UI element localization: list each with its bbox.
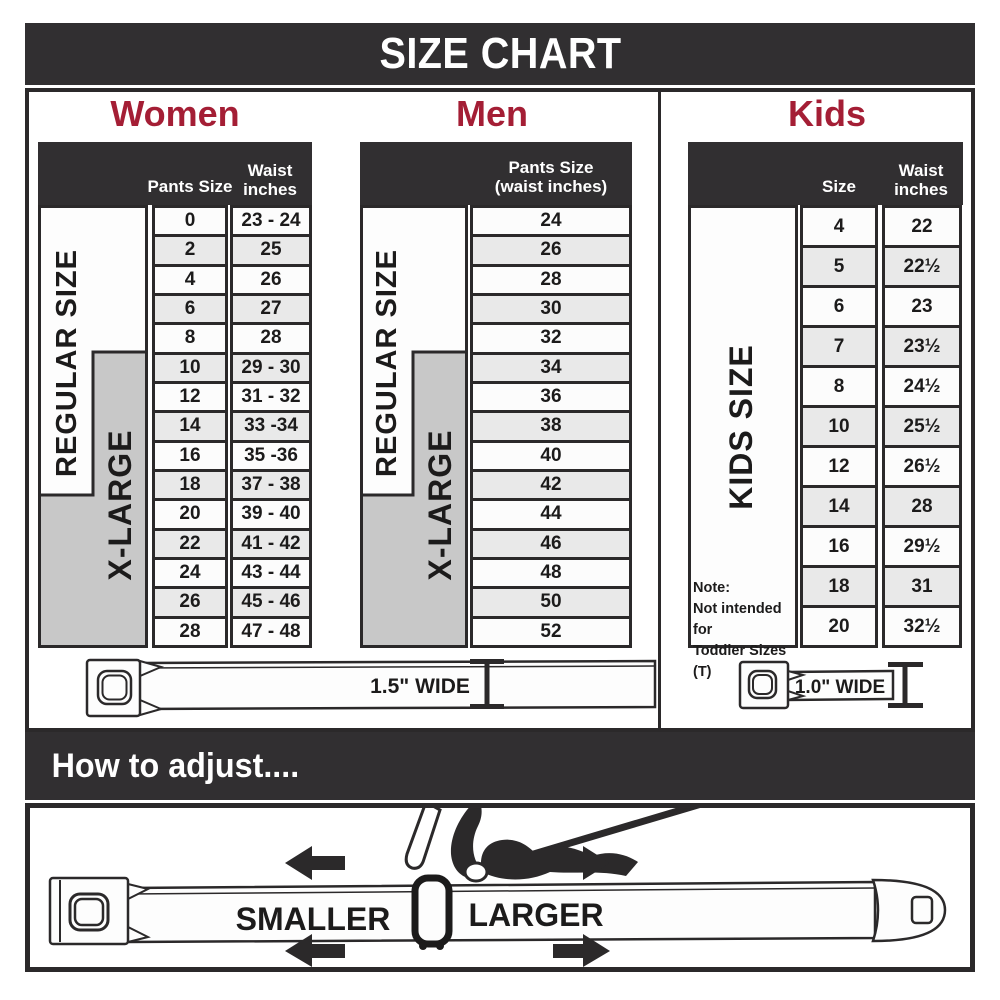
men-pants-size-header: Pants Size (waist inches)	[494, 157, 608, 197]
table-cell: 38	[470, 410, 632, 442]
kids-section-title: Kids	[787, 93, 866, 134]
table-cell: 0	[152, 205, 228, 237]
men-pants-size-column	[470, 205, 632, 648]
women-size-range-labels	[38, 205, 148, 648]
table-cell: 28	[882, 485, 962, 528]
table-cell: 26	[152, 586, 228, 618]
table-cell: 44	[470, 498, 632, 530]
table-cell: 24½	[882, 365, 962, 408]
table-cell: 12	[152, 381, 228, 413]
table-cell: 22	[152, 528, 228, 560]
kids-belt-illustration	[735, 652, 945, 716]
table-cell: 25½	[882, 405, 962, 448]
table-cell: 16	[800, 525, 878, 568]
belt-tip	[873, 880, 945, 941]
table-cell: 7	[800, 325, 878, 368]
table-cell: 5	[800, 245, 878, 288]
table-cell: 18	[800, 565, 878, 608]
table-cell: 20	[800, 605, 878, 648]
table-cell: 32	[470, 322, 632, 354]
women-xlarge-label: X-LARGE	[102, 429, 138, 581]
howto-banner	[25, 732, 975, 800]
table-cell: 30	[470, 293, 632, 325]
table-cell: 33 -34	[230, 410, 312, 442]
table-cell: 6	[152, 293, 228, 325]
table-cell: 36	[470, 381, 632, 413]
smaller-label: SMALLER	[235, 901, 391, 937]
kids-belt-width-label: 1.0" WIDE	[794, 677, 886, 698]
table-cell: 43 - 44	[230, 557, 312, 589]
table-cell: 47 - 48	[230, 616, 312, 648]
table-cell: 23	[882, 285, 962, 328]
women-section-title: Women	[110, 93, 240, 134]
table-cell: 4	[800, 205, 878, 248]
table-cell: 48	[470, 557, 632, 589]
kids-table-header	[688, 142, 963, 205]
men-section-title: Men	[456, 93, 528, 134]
table-cell: 45 - 46	[230, 586, 312, 618]
table-cell: 22	[882, 205, 962, 248]
table-cell: 26½	[882, 445, 962, 488]
kids-note: Note: Not intended for Toddler Sizes (T)	[693, 580, 787, 681]
women-waist-column	[230, 205, 312, 648]
table-cell: 28	[230, 322, 312, 354]
kids-waist-header: Waist inches	[894, 160, 948, 200]
table-cell: 25	[230, 234, 312, 266]
table-cell: 6	[800, 285, 878, 328]
women-waist-header: Waist inches	[243, 160, 297, 200]
table-cell: 2	[152, 234, 228, 266]
table-cell: 26	[470, 234, 632, 266]
table-cell: 31	[882, 565, 962, 608]
women-pants-size-header: Pants Size	[147, 177, 233, 197]
table-cell: 41 - 42	[230, 528, 312, 560]
table-cell: 12	[800, 445, 878, 488]
size-chart-banner	[25, 23, 975, 85]
table-cell: 39 - 40	[230, 498, 312, 530]
table-cell: 46	[470, 528, 632, 560]
table-cell: 18	[152, 469, 228, 501]
women-regular-size-label: REGULAR SIZE	[51, 249, 83, 477]
adult-belt-width-label: 1.5" WIDE	[370, 675, 470, 698]
table-cell: 26	[230, 264, 312, 296]
table-cell: 29½	[882, 525, 962, 568]
table-cell: 16	[152, 440, 228, 472]
women-pants-size-column	[152, 205, 228, 648]
table-cell: 50	[470, 586, 632, 618]
table-cell: 40	[470, 440, 632, 472]
table-cell: 8	[800, 365, 878, 408]
hand-illustration	[406, 808, 708, 881]
table-cell: 10	[152, 352, 228, 384]
table-cell: 8	[152, 322, 228, 354]
table-cell: 29 - 30	[230, 352, 312, 384]
table-cell: 32½	[882, 605, 962, 648]
kids-waist-column	[882, 205, 962, 648]
table-cell: 42	[470, 469, 632, 501]
kids-size-column	[800, 205, 878, 648]
adjust-diagram	[30, 808, 970, 967]
men-xlarge-label: X-LARGE	[422, 429, 458, 581]
table-cell: 35 -36	[230, 440, 312, 472]
men-regular-size-label: REGULAR SIZE	[371, 249, 403, 477]
larger-label: LARGER	[468, 897, 604, 933]
table-cell: 14	[152, 410, 228, 442]
table-cell: 22½	[882, 245, 962, 288]
table-cell: 31 - 32	[230, 381, 312, 413]
table-cell: 24	[152, 557, 228, 589]
howto-title: How to adjust....	[51, 746, 300, 785]
table-cell: 24	[470, 205, 632, 237]
panel-divider	[658, 92, 661, 728]
table-cell: 28	[152, 616, 228, 648]
men-size-range-labels	[360, 205, 468, 648]
table-cell: 52	[470, 616, 632, 648]
adult-belt-illustration	[85, 648, 665, 732]
table-cell: 4	[152, 264, 228, 296]
table-cell: 23 - 24	[230, 205, 312, 237]
table-cell: 34	[470, 352, 632, 384]
belt-slider	[415, 878, 449, 950]
page-title: SIZE CHART	[378, 29, 622, 78]
kids-size-label: KIDS SIZE	[723, 344, 759, 510]
kids-size-header: Size	[821, 177, 857, 197]
table-cell: 14	[800, 485, 878, 528]
table-cell: 28	[470, 264, 632, 296]
table-cell: 27	[230, 293, 312, 325]
table-cell: 10	[800, 405, 878, 448]
men-table-header	[360, 142, 632, 205]
table-cell: 20	[152, 498, 228, 530]
women-table-header	[38, 142, 312, 205]
table-cell: 23½	[882, 325, 962, 368]
table-cell: 37 - 38	[230, 469, 312, 501]
